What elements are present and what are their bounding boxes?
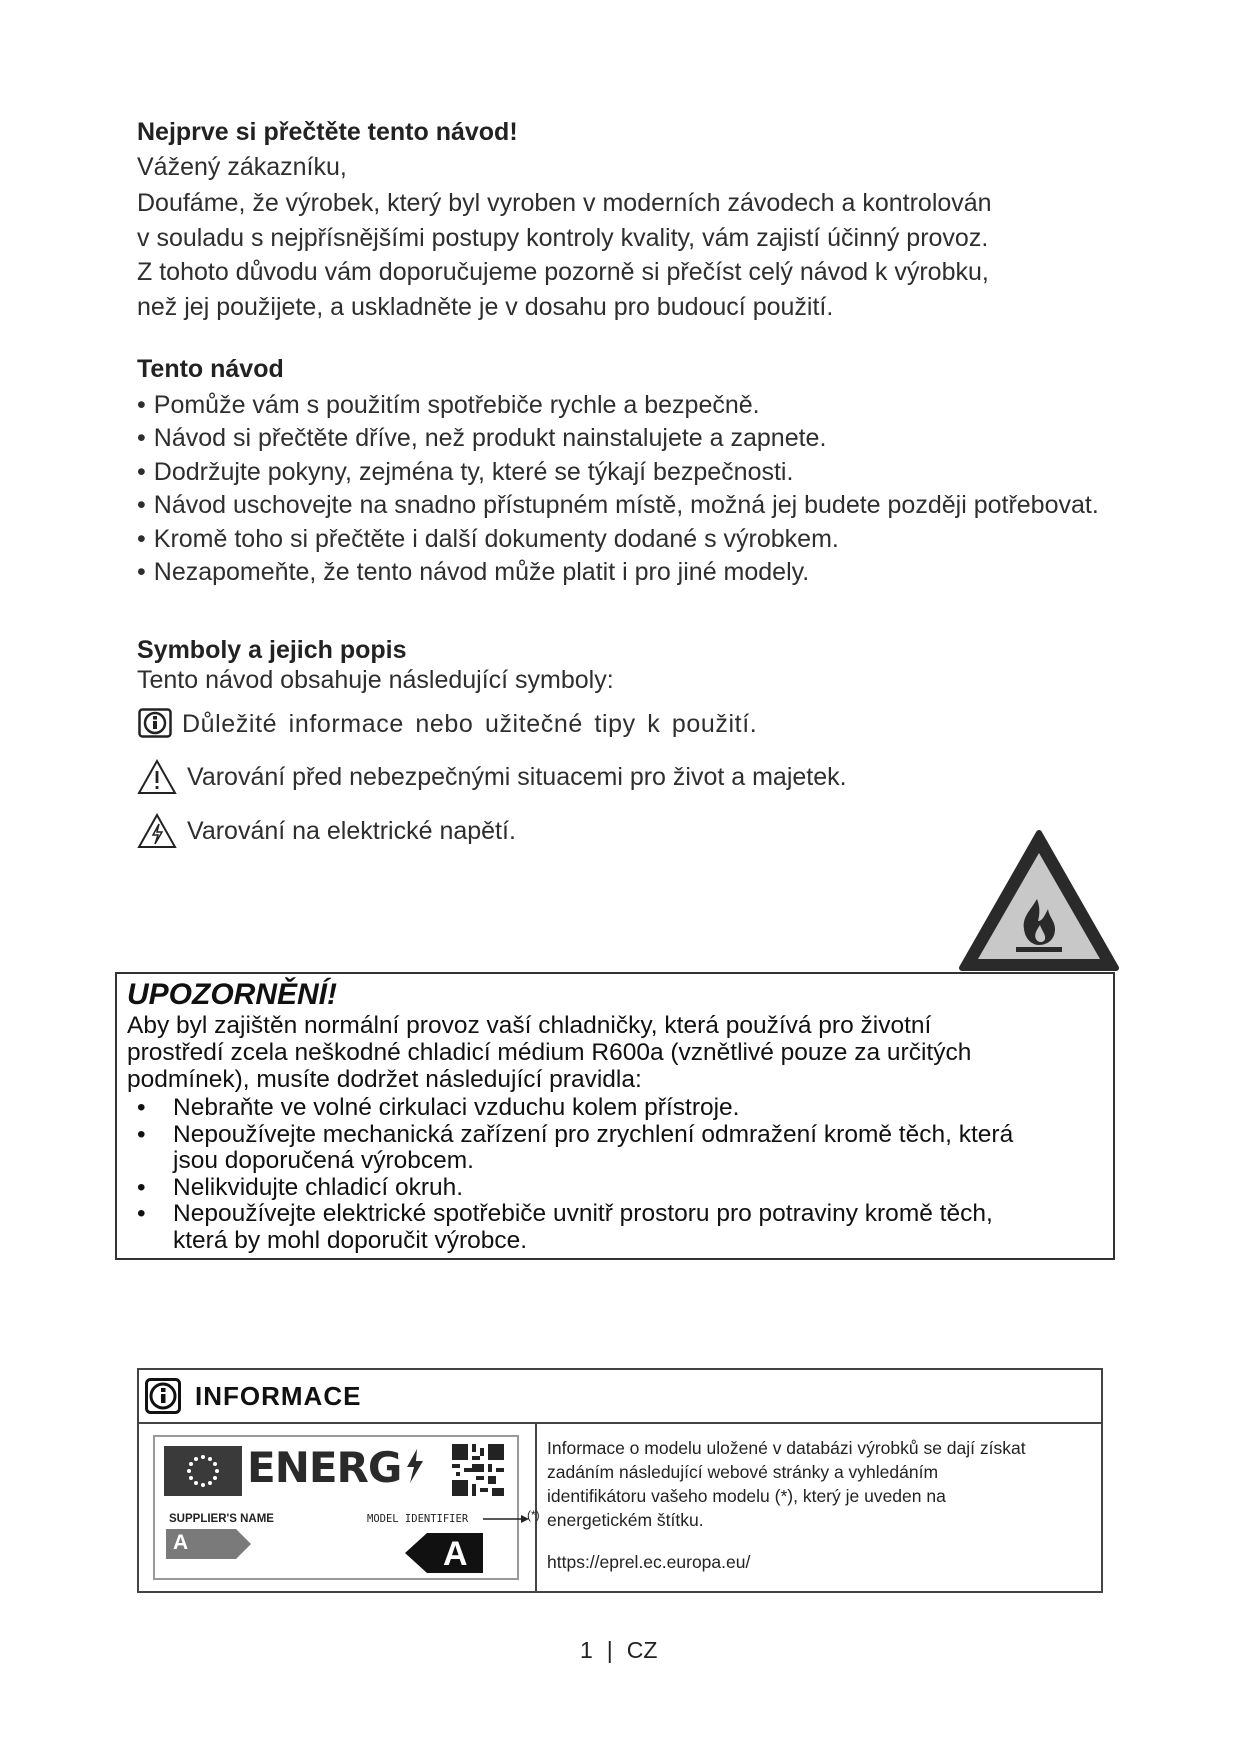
warning-list bbox=[127, 1095, 1101, 1254]
manual-list bbox=[137, 389, 1099, 589]
symbols-heading: Symboly a jejich popis bbox=[137, 636, 407, 664]
page-number: 1 bbox=[580, 1637, 593, 1663]
page-footer bbox=[580, 1637, 657, 1664]
info-title: INFORMACE bbox=[195, 1380, 362, 1411]
list-item: • Návod si přečtěte dříve, než produkt nainstalujete a zapnete. bbox=[137, 422, 1099, 455]
symbol-row-electric bbox=[137, 813, 516, 849]
warning-intro: Aby byl zajištěn normální provoz vaší chladničky, která používá pro životní prostředí zcela neškodné chladicí médium R600a (vznětlivé pouze za určitých podmínek), musíte dodržet následující pravidla: bbox=[127, 1012, 972, 1093]
lightning-icon bbox=[405, 1449, 425, 1483]
model-identifier-label: MODEL IDENTIFIER bbox=[367, 1513, 469, 1525]
info-body bbox=[139, 1424, 1101, 1591]
qr-code-icon bbox=[452, 1444, 504, 1496]
info-text-cell bbox=[537, 1424, 1101, 1591]
language-code: CZ bbox=[626, 1637, 658, 1663]
energy-class-right: A bbox=[443, 1535, 468, 1573]
greeting: Vážený zákazníku, bbox=[137, 153, 347, 181]
manual-heading: Tento návod bbox=[137, 355, 284, 383]
intro-paragraph: Doufáme, že výrobek, který byl vyroben v moderních závodech a kontrolován v souladu s nejpřísnějšími postupy kontroly kvality, vám zajistí účinný provoz. Z tohoto důvodu vám doporučujeme pozorně si přečíst celý návod k výrobku, než jej použijete, a uskladněte je v dosahu pro budoucí použití. bbox=[137, 189, 992, 321]
symbol-text: Varování na elektrické napětí. bbox=[187, 816, 516, 845]
footer-separator: | bbox=[606, 1637, 613, 1663]
list-item: • Nelikvidujte chladicí okruh. bbox=[127, 1175, 1101, 1202]
symbols-intro: Tento návod obsahuje následující symboly: bbox=[137, 666, 614, 694]
electric-warning-icon bbox=[137, 813, 177, 849]
warning-box bbox=[115, 972, 1115, 1260]
eu-flag-icon bbox=[164, 1446, 242, 1496]
list-item: • Kromě toho si přečtěte i další dokumenty dodané s výrobkem. bbox=[137, 523, 1099, 556]
warning-triangle-icon bbox=[137, 759, 177, 795]
energy-class-left: A bbox=[173, 1531, 189, 1554]
energy-label bbox=[153, 1435, 519, 1580]
info-icon bbox=[138, 708, 172, 740]
symbol-text: Důležité informace nebo užitečné tipy k použití. bbox=[182, 709, 758, 738]
list-item: • Dodržujte pokyny, zejména ty, které se týkají bezpečnosti. bbox=[137, 456, 1099, 489]
info-text: Informace o modelu uložené v databázi výrobků se dají získat zadáním následující webové stránky a vyhledáním identifikátoru vašeho modelu (*), který je uveden na energetickém štítku. bbox=[547, 1438, 1026, 1530]
marker-asterisk: (*) bbox=[527, 1508, 540, 1522]
list-item: • Nepoužívejte elektrické spotřebiče uvnitř prostoru pro potraviny kromě těch, která by mohl doporučit výrobce. bbox=[127, 1201, 1101, 1254]
info-icon bbox=[145, 1378, 181, 1414]
supplier-name-label: SUPPLIER'S NAME bbox=[169, 1513, 274, 1525]
eprel-link[interactable]: https://eprel.ec.europa.eu/ bbox=[547, 1552, 751, 1572]
symbol-row-info bbox=[138, 708, 757, 740]
info-box bbox=[137, 1368, 1103, 1593]
list-item: • Nezapomeňte, že tento návod může platit i pro jiné modely. bbox=[137, 556, 1099, 589]
symbol-text: Varování před nebezpečnými situacemi pro život a majetek. bbox=[187, 762, 847, 791]
warning-title: UPOZORNĚNÍ! bbox=[127, 978, 337, 1011]
info-header bbox=[139, 1370, 1101, 1424]
symbol-row-warning bbox=[137, 759, 847, 795]
list-item: • Návod uschovejte na snadno přístupném místě, možná jej budete později potřebovat. bbox=[137, 489, 1099, 522]
intro-heading: Nejprve si přečtěte tento návod! bbox=[137, 118, 518, 146]
pointer-arrow-icon bbox=[483, 1513, 531, 1525]
flammable-warning-icon bbox=[958, 829, 1120, 972]
list-item: • Nebraňte ve volné cirkulaci vzduchu kolem přístroje. bbox=[127, 1095, 1101, 1122]
list-item: • Nepoužívejte mechanická zařízení pro zrychlení odmražení kromě těch, která jsou doporučená výrobcem. bbox=[127, 1122, 1101, 1175]
energy-label-cell bbox=[139, 1424, 540, 1591]
energy-word: ENERG bbox=[247, 1443, 402, 1492]
list-item: • Pomůže vám s použitím spotřebiče rychle a bezpečně. bbox=[137, 389, 1099, 422]
